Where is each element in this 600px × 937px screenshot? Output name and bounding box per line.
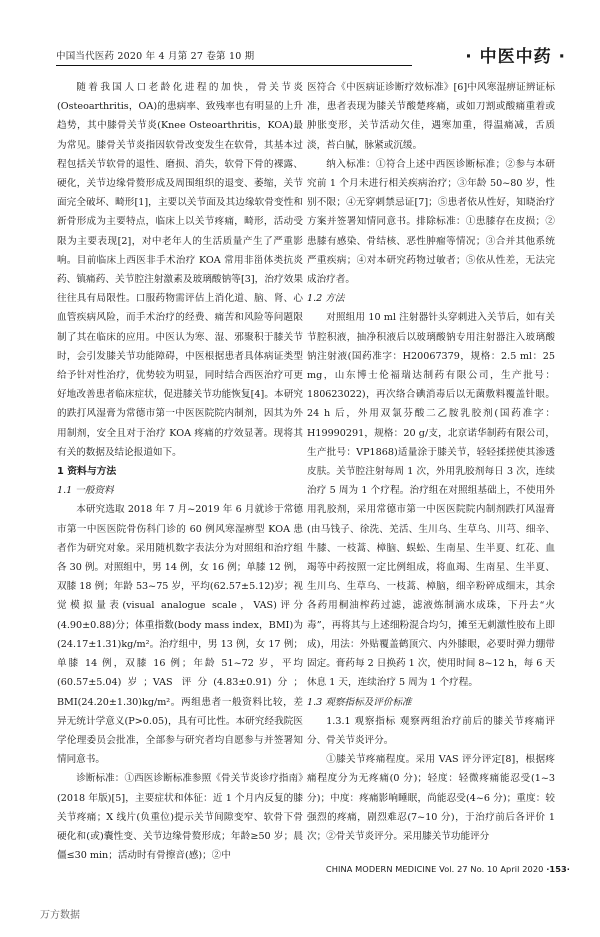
page-number: ·153· (546, 864, 570, 874)
diagnosis-continued: 医符合《中医病证诊断疗效标准》[6]中风寒湿痹证辨证标准，患者表现为膝关节酸楚疼痛，或如刀割或酸痛重着或肿胀变形，关节活动欠佳，遇寒加重，得温痛减，舌质淡，苔白腻，脉紧或沉缓。 (307, 82, 555, 151)
header-rule (56, 65, 412, 66)
diagnosis-paragraph: 诊断标准：①西医诊断标准参照《骨关节炎诊疗指南》(2018 年版)[5]，主要症状和体征：近 1 个月内反复的膝关节疼痛；X 线片(负重位)提示关节间隙变窄、软骨下骨硬化和(或)囊性变、关节边缘骨赘形成；年龄≥50 岁；晨僵≤30 min；活动时有骨擦音(感)；②中 (57, 773, 303, 862)
section-title: · 中医中药 · (465, 47, 566, 67)
page-footer (300, 864, 570, 874)
footer-journal: CHINA MODERN MEDICINE Vol. 27 No. 10 April 2020 (325, 864, 544, 874)
right-column (307, 78, 555, 846)
observation-paragraph: 1.3.1 观察指标 观察两组治疗前后的膝关节疼痛评分、骨关节炎评分。 (307, 715, 555, 746)
page-header (56, 44, 570, 70)
heading-general-data: 1.1 一般资料 (57, 485, 114, 497)
heading-methods: 1.2 方法 (307, 293, 345, 305)
watermark-text: 万方数据 (40, 910, 80, 921)
intro-paragraph: 随着我国人口老龄化进程的加快，骨关节炎(Osteoarthritis，OA)的患病率、致残率也有明显的上升趋势，其中膝骨关节炎(Knee Osteoarthritis，KOA)最为常见。膝骨关节炎指因软骨改变发生在软骨，其基本过程包括关节软骨的退性、磨损、消失，软骨下骨的裸露、硬化，关节边缘骨赘形成及周围组织的退变、萎缩，关节面完全破坏、畸形[1]，主要以关节面及其边缘软骨变性和新骨形成为主要特点，临床上以关节疼痛，畸形，活动受限为主要表现[2]，对中老年人的生活质量产生了严重影响。目前临床上西医非手术治疗 KOA 常用非甾体类抗炎药、镇痛药、关节腔注射激素及玻璃酸钠等[3]，治疗效果往往具有局限性。口服药物需评估上消化道、脑、肾、心血管疾病风险，而手术治疗的经费、痛苦和风险等问题限制了其在临床的应用。中医认为寒、湿、邪聚积于膝关节时，会引发膝关节功能障碍，中医根据患者具体病证类型给予针对性治疗，优势较为明显，同时结合西医治疗可更好地改善患者临床症状，促进膝关节功能恢复[4]。本研究的跌打风湿膏为常德市第一中医医院院内制剂，因其为外用制剂，安全且对于治疗 KOA 疼痛的疗效显著。现将其有关的数据及结论报道如下。 (57, 82, 303, 458)
heading-materials-methods: 1 资料与方法 (57, 466, 117, 478)
heading-observation: 1.3 观察指标及评价标准 (307, 696, 412, 708)
vas-paragraph: ①膝关节疼痛程度。采用 VAS 评分评定[8]，根据疼痛程度分为无疼痛(0 分)；轻度：轻微疼痛能忍受(1~3 分)；中度：疼痛影响睡眠，尚能忍受(4~6 分)；重度：较强烈的疼痛，剧烈难忍(7~10 分)，于治疗前后各评价 1 次；②骨关节炎评分。采用膝关节功能评分 (307, 754, 555, 842)
inclusion-paragraph: 纳入标准：①符合上述中西医诊断标准；②参与本研究前 1 个月未进行相关疾病治疗；③年龄 50~80 岁，性别不限；④无穿刺禁忌证[7]；⑤患者依从性好，知晓治疗方案并签署知情同意书。排除标准：①患膝存在皮损；②患膝有感染、骨结核、恶性肿瘤等情况；③合并其他系统严重疾病；④对本研究药物过敏者；⑤依从性差，无法完成治疗者。 (307, 158, 555, 286)
left-column (57, 78, 303, 865)
journal-citation: 中国当代医药 2020 年 4 月第 27 卷第 10 期 (56, 51, 255, 62)
methods-paragraph: 对照组用 10 ml 注射器针头穿刺进入关节后，如有关节腔积液，抽净积液后以玻璃酸钠专用注射器注入玻璃酸钠注射液(国药准字：H20067379，规格：2.5 ml：25 mg，山东博士伦福瑞达制药有限公司，生产批号：180623022)，再次络合碘消毒后以无菌敷料覆盖针眼。24 h 后，外用双氯芬酸二乙胺乳胶剂(国药准字：H19990291，规格：20 g/支，北京诺华制药有限公司，生产批号：VP1868)适量涂于膝关节，轻轻揉搓使其渗透皮肤。关节腔注射每周 1 次，外用乳胶剂每日 3 次，连续治疗 5 周为 1 个疗程。治疗组在对照组基础上，不使用外用乳胶剂，采用常德市第一中医医院院内制剂跌打风湿膏(由马钱子、徐洗、羌活、生川乌、生草乌、川芎、细辛、牛膝、一枝蒿、樟脑、蜈蚣、生南星、生半夏、红花、血竭等中药按照一定比例组成，将血竭、生南星、生半夏、生川乌、生草乌、一枝蒿、樟脑，细辛粉碎成细末，其余各药用桐油榨药过滤，滤液炼制滴水成珠，下丹去“火毒”，再将其与上述细粉混合均匀，摊至无刺激性胶布上即成)，用法：外贴覆盖鹤顶穴、内外膝眼，必要时弹力绷带固定。膏药每 2 日换药 1 次，使用时间 8~12 h，每 6 天休息 1 天，连续治疗 5 周为 1 个疗程。 (307, 312, 555, 689)
general-data-paragraph: 本研究选取 2018 年 7 月~2019 年 6 月就诊于常德市第一中医医院骨伤科门诊的 60 例风寒湿痹型 KOA 患者作为研究对象。采用随机数字表法分为对照组和治疗组各 30 例。对照组中，男 14 例，女 16 例；单膝 12 例，双膝 18 例；年龄 53~75 岁，平均(62.57±5.12)岁；视觉模拟量表(visual analogue scale，VAS)评分(4.90±0.88)分；体重指数(body mass index，BMI)为(24.17±1.31)kg/m²。治疗组中，男 13 例，女 17 例；单膝 14 例，双膝 16 例；年龄 51~72 岁，平均(60.57±5.04)岁；VAS 评分(4.83±0.91)分；BMI(24.20±1.30)kg/m²。两组患者一般资料比较，差异无统计学意义(P>0.05)，具有可比性。本研究经我院医学伦理委员会批准，全部参与研究者均自愿参与并签署知情同意书。 (57, 504, 303, 766)
